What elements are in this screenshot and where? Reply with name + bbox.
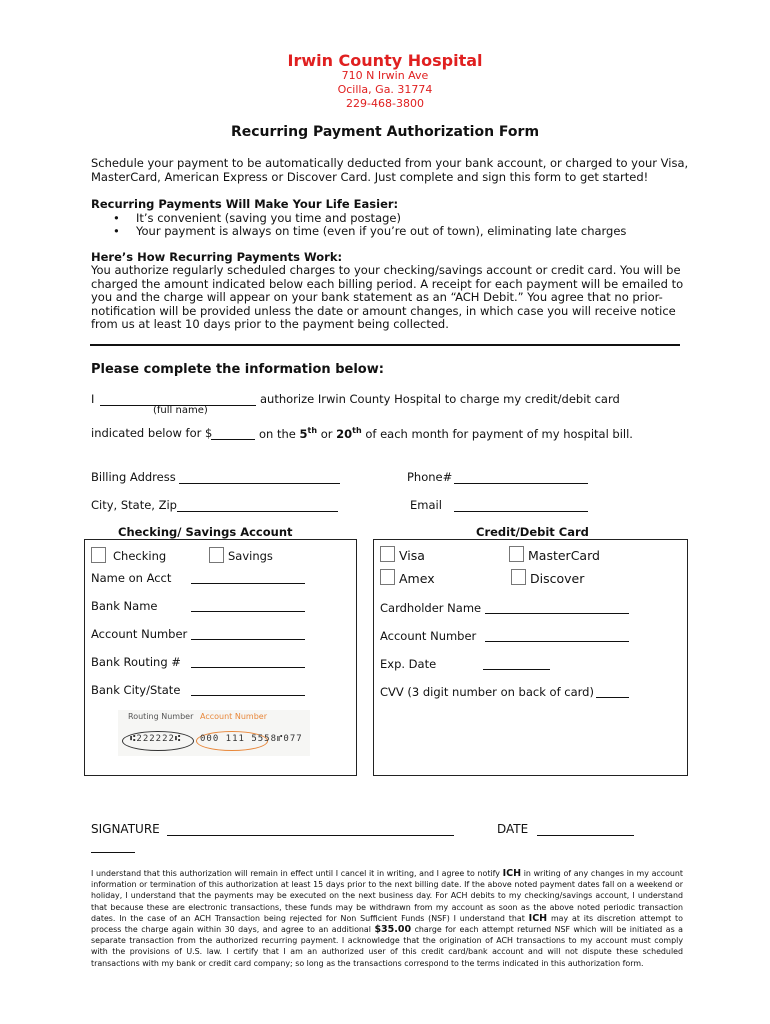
city-state-zip-label: City, State, Zip (91, 498, 177, 512)
legal-part-4: charge for each attempt returned NSF which will be initiated as a separate transaction from the authorized recurring payment. I acknowledge that the origination of ACH transactions to my account must comply with the provisions of U.S. law. I certify that I am an authorized user of this credit card/bank account and will not dispute these scheduled transactions with my bank or credit card company; so long as the transactions correspond to the terms indicated in this authorization form. (91, 925, 683, 968)
account-digits: 000 111 5558⑈077 (200, 734, 303, 744)
address-line-2: Ocilla, Ga. 31774 (337, 83, 433, 96)
checking-label: Checking (113, 549, 167, 563)
form-title: Recurring Payment Authorization Form (230, 124, 540, 140)
cvv-label: CVV (3 digit number on back of card) (380, 685, 594, 699)
hospital-phone: 229-468-3800 (346, 97, 424, 110)
email-label: Email (410, 498, 442, 512)
card-account-number-field[interactable] (485, 641, 629, 642)
phone-label: Phone# (407, 470, 453, 484)
visa-label: Visa (399, 548, 425, 563)
full-name-caption: (full name) (153, 405, 208, 416)
exp-date-label: Exp. Date (380, 657, 437, 671)
date-label: DATE (497, 822, 529, 836)
bullet-marker: • (113, 211, 120, 225)
legal-part-3: may at its discretion attempt to process the charge again within 30 days, and agree to an additional (91, 913, 683, 935)
signature-label: SIGNATURE (91, 822, 160, 836)
savings-checkbox[interactable] (209, 547, 224, 563)
intro-line-2: MasterCard, American Express or Discover Card. Just complete and sign this form to get started! (91, 170, 649, 184)
discover-checkbox[interactable] (511, 569, 526, 585)
signature-field[interactable] (167, 835, 454, 836)
section-divider (90, 344, 680, 346)
signature-field-continued[interactable] (91, 852, 135, 853)
amex-checkbox[interactable] (380, 569, 395, 585)
intro-line-1: Schedule your payment to be automatically deducted from your bank account, or charged to your Visa, (91, 156, 689, 170)
date-field[interactable] (537, 835, 634, 836)
routing-digits: ⑆222222⑆ (130, 734, 182, 744)
amount-suffix: of each month for payment of my hospital bill. (365, 426, 633, 441)
bank-city-state-field[interactable] (191, 695, 305, 696)
bank-routing-field[interactable] (191, 667, 305, 668)
routing-number-label: Routing Number (128, 712, 194, 721)
cardholder-name-label: Cardholder Name (380, 601, 482, 615)
amex-label: Amex (399, 571, 435, 586)
legal-part-1: I understand that this authorization will remain in effect until I cancel it in writing, and I agree to notify (91, 869, 500, 878)
checking-checkbox[interactable] (91, 547, 106, 563)
cardholder-name-field[interactable] (485, 613, 629, 614)
billing-address-field[interactable] (179, 483, 340, 484)
bank-name-field[interactable] (191, 611, 305, 612)
how-it-works-heading: Here’s How Recurring Payments Work: (91, 250, 343, 264)
exp-date-field[interactable] (483, 669, 550, 670)
cheque-sample (118, 710, 310, 756)
billing-address-label: Billing Address (91, 470, 176, 484)
nsf-fee: $35.00 (374, 924, 412, 936)
how-line: from us at least 10 days prior to the payment being collected. (91, 317, 449, 331)
ich-abbr: ICH (502, 868, 522, 879)
legal-part-2: in writing of any changes in my account information or termination of this authorization at least 15 days prior to the next billing date. If the above noted payment dates fall on a weekend or holiday, I understand that the payments may be executed on the next business day. For ACH debits to my checking/savings account, I understand that because these are electronic transactions, these funds may be withdrawn from my account as soon as the above noted periodic transaction dates. In the case of an ACH Transaction being rejected for Non Sufficient Funds (NSF) I understand that (91, 869, 683, 923)
mastercard-checkbox[interactable] (509, 546, 524, 562)
bank-city-state-label: Bank City/State (91, 683, 181, 697)
address-line-1: 710 N Irwin Ave (341, 69, 429, 82)
hospital-name: Irwin County Hospital (287, 51, 483, 70)
or-label: or (320, 426, 333, 441)
cvv-field[interactable] (596, 697, 629, 698)
how-line: you and the charge will appear on your bank statement as an “ACH Debit.” You agree that no prior- (91, 290, 663, 304)
how-line: notification will be provided unless the date or amount changes, in which case you will receive notice (91, 304, 676, 318)
day-20-suffix: th (352, 426, 362, 435)
email-field[interactable] (454, 511, 588, 512)
account-number-caption: Account Number (200, 712, 267, 721)
phone-field[interactable] (454, 483, 588, 484)
mastercard-label: MasterCard (528, 548, 600, 563)
account-number-field[interactable] (191, 639, 305, 640)
amount-field[interactable] (211, 439, 255, 440)
bank-routing-label: Bank Routing # (91, 655, 181, 669)
benefits-heading: Recurring Payments Will Make Your Life Easier: (91, 197, 399, 211)
name-on-acct-field[interactable] (191, 583, 305, 584)
how-line: You authorize regularly scheduled charges to your checking/savings account or credit card. You will be (91, 263, 681, 277)
info-heading: Please complete the information below: (91, 362, 384, 377)
card-heading: Credit/Debit Card (476, 525, 589, 539)
benefit-item: Your payment is always on time (even if you’re out of town), eliminating late charges (136, 224, 627, 238)
account-number-label: Account Number (91, 627, 188, 641)
ich-abbr: ICH (528, 912, 548, 924)
bullet-marker: • (113, 224, 120, 238)
payment-day-text (259, 426, 633, 441)
name-on-acct-label: Name on Acct (91, 571, 172, 585)
visa-checkbox[interactable] (380, 546, 395, 562)
city-state-zip-field[interactable] (177, 511, 338, 512)
legal-text (91, 868, 683, 969)
savings-label: Savings (228, 549, 273, 563)
checking-heading: Checking/ Savings Account (118, 525, 293, 539)
benefit-item: It’s convenient (saving you time and postage) (136, 211, 401, 225)
bank-name-label: Bank Name (91, 599, 158, 613)
day-20: 20 (336, 426, 353, 441)
day-5: 5 (299, 426, 308, 441)
day-5-suffix: th (307, 426, 318, 435)
authorize-text: authorize Irwin County Hospital to charge my credit/debit card (260, 392, 620, 406)
discover-label: Discover (530, 571, 585, 586)
how-line: charged the amount indicated below each billing period. A receipt for each payment will be emailed to (91, 277, 684, 291)
i-label: I (91, 392, 95, 406)
card-account-number-label: Account Number (380, 629, 477, 643)
amount-prefix: indicated below for $ (91, 426, 213, 440)
on-the-label: on the (259, 426, 296, 441)
